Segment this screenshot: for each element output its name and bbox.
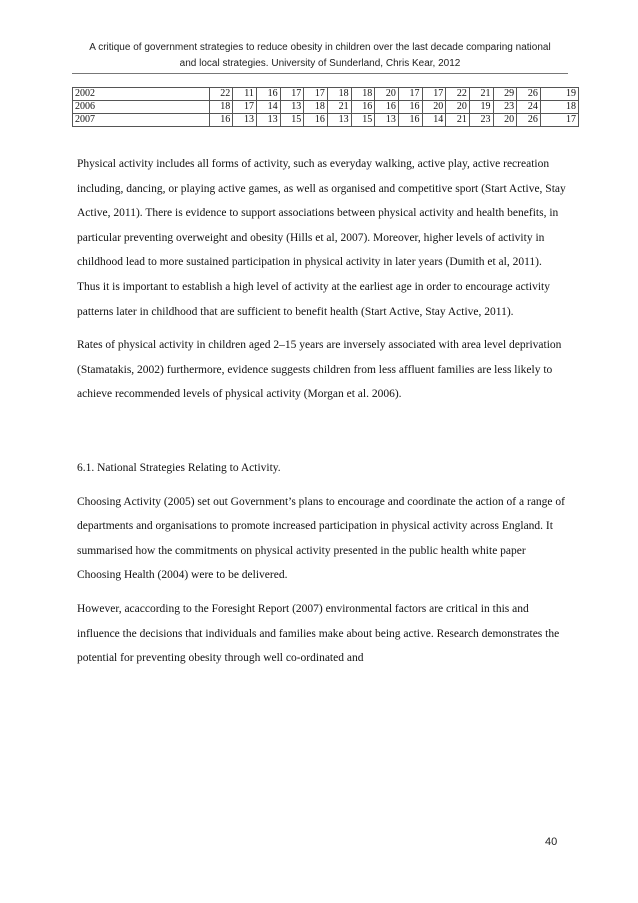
table-cell: 13 <box>327 114 351 127</box>
table-cell: 16 <box>351 101 375 114</box>
table-cell: 29 <box>493 88 517 101</box>
table-cell: 16 <box>398 114 422 127</box>
table-cell: 26 <box>517 88 541 101</box>
table-cell: 20 <box>493 114 517 127</box>
header-rule <box>72 73 568 74</box>
table-cell: 16 <box>304 114 328 127</box>
table-cell: 14 <box>422 114 446 127</box>
table-cell: 20 <box>446 101 470 114</box>
table-cell: 15 <box>280 114 304 127</box>
table-cell: 17 <box>398 88 422 101</box>
table-cell: 18 <box>540 101 578 114</box>
table-cell: 26 <box>517 114 541 127</box>
section-heading: 6.1. National Strategies Relating to Activity. <box>77 461 281 474</box>
table-cell: 21 <box>469 88 493 101</box>
table-cell: 18 <box>209 101 233 114</box>
table-cell: 13 <box>280 101 304 114</box>
table-cell: 20 <box>375 88 399 101</box>
table-cell: 18 <box>327 88 351 101</box>
table-cell-year: 2007 <box>73 114 210 127</box>
table-cell: 18 <box>351 88 375 101</box>
body-text <box>77 152 567 680</box>
data-table <box>72 87 579 127</box>
table-cell: 22 <box>446 88 470 101</box>
table-cell: 19 <box>469 101 493 114</box>
table-cell: 20 <box>422 101 446 114</box>
paragraph-deprivation: Rates of physical activity in children aged 2–15 years are inversely associated with area level deprivation (Stamatakis, 2002) furthermore, evidence suggests children from less affluent families are less likely to achieve recommended levels of physical activity (Morgan et al. 2006). <box>77 339 562 401</box>
header-line-1: A critique of government strategies to reduce obesity in children over the last decade comparing national <box>89 42 551 53</box>
table-row <box>73 114 579 127</box>
table-cell: 13 <box>375 114 399 127</box>
table-cell: 23 <box>493 101 517 114</box>
spacer <box>77 416 567 456</box>
table-cell: 21 <box>446 114 470 127</box>
table-cell: 24 <box>517 101 541 114</box>
table-row <box>73 101 579 114</box>
table-cell: 17 <box>304 88 328 101</box>
table-cell: 17 <box>422 88 446 101</box>
table-row <box>73 88 579 101</box>
table-cell: 11 <box>233 88 257 101</box>
table-cell: 15 <box>351 114 375 127</box>
table-cell: 16 <box>209 114 233 127</box>
paragraph-choosing-activity: Choosing Activity (2005) set out Government’s plans to encourage and coordinate the action of a range of departments and organisations to promote increased participation in physical activity across England. It summarised how the commitments on physical activity presented in the public health white paper Choosing Health (2004) were to be delivered. <box>77 495 565 582</box>
running-header <box>72 40 568 72</box>
table-cell: 21 <box>327 101 351 114</box>
table-cell: 16 <box>398 101 422 114</box>
paragraph-physical-activity: Physical activity includes all forms of activity, such as everyday walking, active play, active recreation including, dancing, or playing active games, as well as organised and competitive sport (Start Active, Stay Active, 2011). There is evidence to support associations between physical activity and health benefits, in particular preventing overweight and obesity (Hills et al, 2007). Moreover, higher levels of activity in childhood lead to more sustained participation in physical activity in later years (Dumith et al, 2011). Thus it is important to establish a high level of activity at the earliest age in order to encourage activity patterns later in childhood that are sufficient to benefit health (Start Active, Stay Active, 2011). <box>77 158 566 318</box>
table-cell: 22 <box>209 88 233 101</box>
table-cell-year: 2006 <box>73 101 210 114</box>
table-cell: 13 <box>233 114 257 127</box>
table-cell: 19 <box>540 88 578 101</box>
table-cell: 18 <box>304 101 328 114</box>
page-number: 40 <box>545 836 558 848</box>
header-line-2: and local strategies. University of Sunderland, Chris Kear, 2012 <box>179 58 461 69</box>
paragraph-foresight: However, acaccording to the Foresight Report (2007) environmental factors are critical in this and influence the decisions that individuals and families make about being active. Research demonstrates the potential for preventing obesity through well co-ordinated and <box>77 602 560 665</box>
table-cell: 23 <box>469 114 493 127</box>
table-cell-year: 2002 <box>73 88 210 101</box>
table-cell: 14 <box>256 101 280 114</box>
table-cell: 17 <box>233 101 257 114</box>
table-cell: 17 <box>280 88 304 101</box>
table-cell: 13 <box>256 114 280 127</box>
table-cell: 17 <box>540 114 578 127</box>
table-cell: 16 <box>375 101 399 114</box>
table-cell: 16 <box>256 88 280 101</box>
